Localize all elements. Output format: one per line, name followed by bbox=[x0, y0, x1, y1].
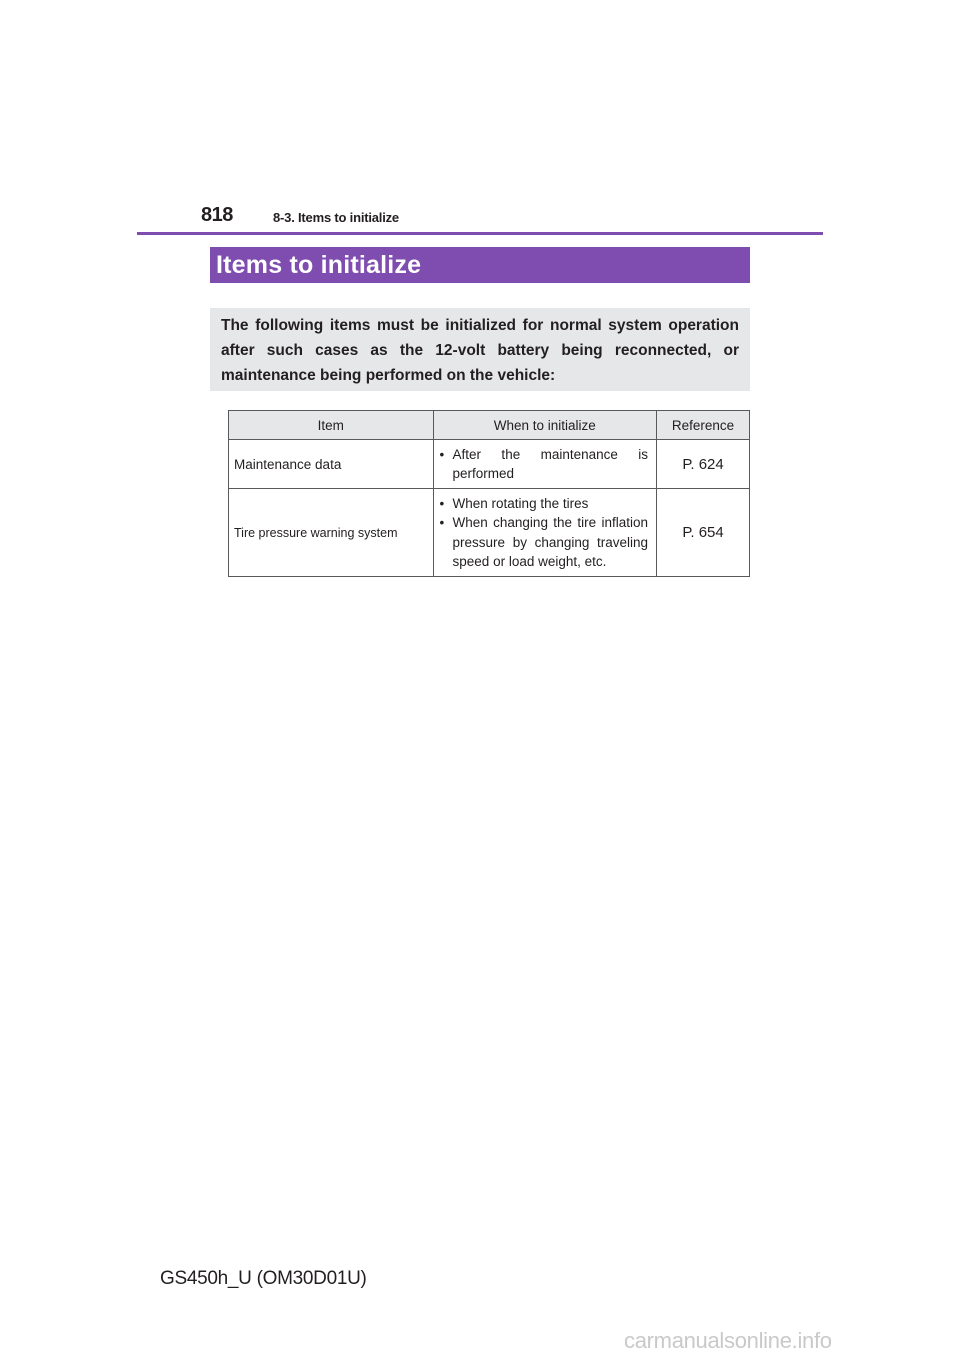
intro-text: The following items must be initialized for normal system operation after such cases as the 12-volt battery being reconnected, or maintenance being performed on the vehicle: bbox=[221, 317, 739, 384]
watermark: carmanualsonline.info bbox=[624, 1328, 832, 1353]
when-cell bbox=[433, 440, 657, 489]
column-header-reference: Reference bbox=[657, 411, 750, 440]
footer-model-code: GS450h_U (OM30D01U) bbox=[160, 1268, 367, 1289]
intro-box bbox=[210, 308, 750, 391]
when-list bbox=[440, 445, 649, 484]
when-list bbox=[440, 494, 649, 572]
title-bar bbox=[210, 247, 750, 283]
header-rule bbox=[137, 232, 823, 235]
item-cell: Maintenance data bbox=[229, 440, 434, 489]
table-row bbox=[229, 440, 750, 489]
column-header-when: When to initialize bbox=[433, 411, 657, 440]
when-bullet: • When rotating the tires bbox=[440, 494, 649, 514]
reference-link[interactable]: P. 654 bbox=[657, 489, 750, 577]
column-header-item: Item bbox=[229, 411, 434, 440]
when-cell bbox=[433, 489, 657, 577]
table-header-row bbox=[229, 411, 750, 440]
when-bullet: • When changing the tire inflation pressure by changing traveling speed or load weight, etc. bbox=[440, 513, 649, 572]
item-cell: Tire pressure warning system bbox=[229, 489, 434, 577]
page-number: 818 bbox=[201, 204, 233, 226]
initialize-table bbox=[228, 410, 750, 577]
table-row bbox=[229, 489, 750, 577]
reference-link[interactable]: P. 624 bbox=[657, 440, 750, 489]
section-title: 8-3. Items to initialize bbox=[273, 210, 399, 225]
when-bullet: • After the maintenance is performed bbox=[440, 445, 649, 484]
page-title: Items to initialize bbox=[216, 251, 422, 279]
